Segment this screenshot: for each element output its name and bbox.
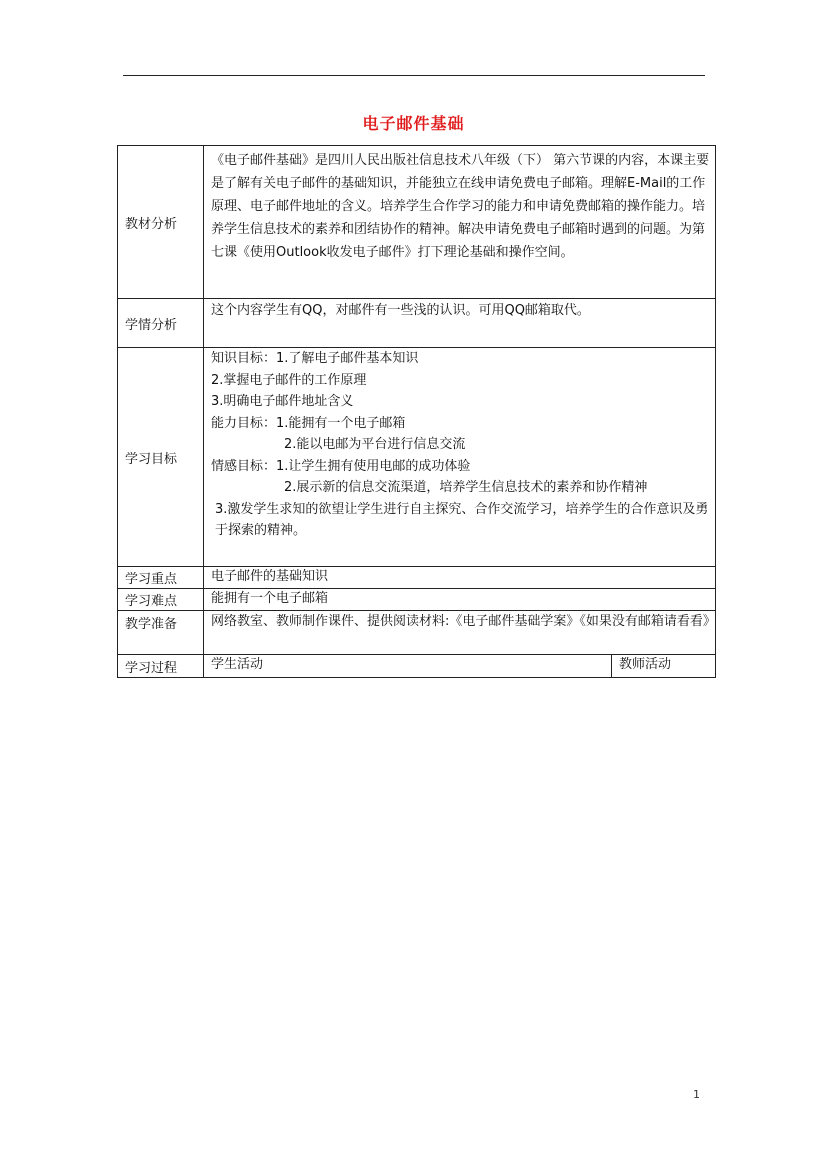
row-jiaocai — [118, 146, 716, 299]
cell-student-activity — [204, 655, 612, 678]
text-jiaocai: 《电子邮件基础》是四川人民出版社信息技术八年级（下） 第六节课的内容，本课主要是了解有关电子邮件的基础知识，并能独立在线申请免费电子邮箱。理解E-Mail的工作原理、电子邮件地址的含义。培养学生合作学习的能力和申请免费邮箱的操作能力。培养学生信息技术的素养和团结协作的精神。解决申请免费电子邮箱时遇到的问题。为第七课《使用Outlook收发电子邮件》打下理论基础和操作空间。 — [211, 153, 710, 260]
goal-line: 2.掌握电子邮件的工作原理 — [211, 372, 367, 388]
goal-line: 2.展示新的信息交流渠道，培养学生信息技术的素养和协作精神 — [284, 480, 648, 495]
row-mubiao — [118, 348, 716, 567]
text-xueqing: 这个内容学生有QQ，对邮件有一些浅的认识。可用QQ邮箱取代。 — [211, 303, 590, 318]
row-zhunbei — [118, 611, 716, 655]
label-zhongdian: 学习重点 — [118, 567, 204, 589]
goal-line: 能力目标：1.能拥有一个电子邮箱 — [211, 415, 406, 431]
row-zhongdian — [118, 567, 716, 589]
label-jiaocai: 教材分析 — [118, 146, 204, 299]
cell-mubiao — [204, 348, 716, 567]
label-mubiao: 学习目标 — [118, 348, 204, 567]
goal-line: 3.明确电子邮件地址含义 — [211, 394, 354, 409]
label-zhunbei: 教学准备 — [118, 611, 204, 655]
page-number: 1 — [693, 1088, 700, 1101]
label-guocheng: 学习过程 — [118, 655, 204, 678]
goal-line: 知识目标：1.了解电子邮件基本知识 — [211, 351, 419, 366]
text-zhunbei: 网络教室、教师制作课件、提供阅读材料:《电子邮件基础学案》《如果没有邮箱请看看》 — [211, 614, 716, 629]
cell-jiaocai — [204, 146, 716, 299]
goal-line: 2.能以电邮为平台进行信息交流 — [284, 437, 466, 452]
cell-zhongdian — [204, 567, 716, 589]
row-xueqing — [118, 299, 716, 348]
goal-line: 情感目标：1.让学生拥有使用电邮的成功体验 — [211, 458, 471, 474]
label-nandian: 学习难点 — [118, 589, 204, 611]
header-rule — [123, 75, 705, 76]
cell-zhunbei — [204, 611, 716, 655]
lesson-plan-table — [117, 145, 716, 678]
document-title: 电子邮件基础 — [362, 114, 465, 133]
text-zhongdian: 电子邮件的基础知识 — [211, 569, 329, 584]
teacher-activity-header: 教师活动 — [619, 657, 672, 672]
label-xueqing: 学情分析 — [118, 299, 204, 348]
text-nandian: 能拥有一个电子邮箱 — [211, 591, 329, 606]
cell-teacher-activity — [612, 655, 716, 678]
row-guocheng — [118, 655, 716, 678]
student-activity-header: 学生活动 — [211, 657, 264, 672]
cell-nandian — [204, 589, 716, 611]
row-nandian — [118, 589, 716, 611]
cell-xueqing — [204, 299, 716, 348]
goal-line: 3.激发学生求知的欲望让学生进行自主探究、合作交流学习，培养学生的合作意识及勇于探索的精神。 — [215, 501, 709, 538]
